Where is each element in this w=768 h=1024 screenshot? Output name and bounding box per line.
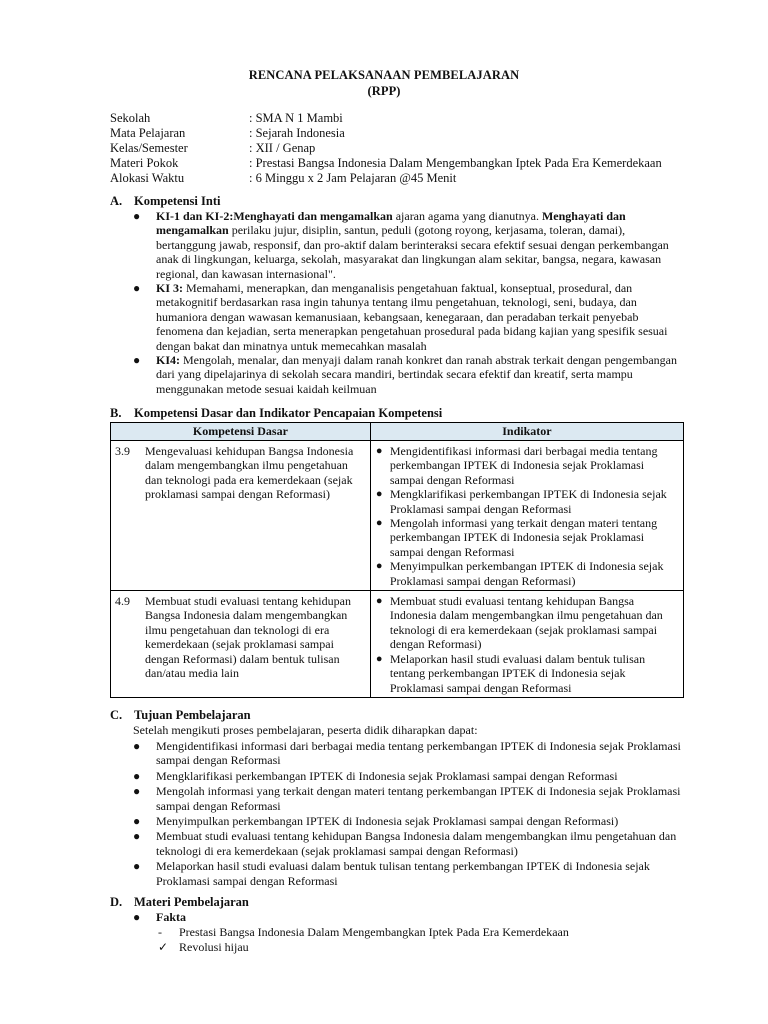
- list-item: [375, 652, 679, 695]
- section-title: Kompetensi Dasar dan Indikator Pencapaian Kompetensi: [134, 406, 443, 420]
- indicator-text: Melaporkan hasil studi evaluasi dalam bentuk tulisan tentang perkembangan IPTEK di Indonesia sejak Proklamasi sampai dengan Reformasi: [389, 651, 646, 695]
- section-title: Materi Pembelajaran: [134, 895, 249, 909]
- list-item: [133, 910, 569, 925]
- section-title: Tujuan Pembelajaran: [134, 708, 251, 722]
- identity-row: [110, 141, 662, 156]
- section-letter: A.: [110, 194, 123, 208]
- list-item: [375, 487, 679, 516]
- identity-block: [110, 111, 662, 186]
- column-header: Indikator: [370, 423, 683, 441]
- table-row: [111, 441, 684, 591]
- identity-label: Kelas/Semester: [110, 141, 188, 155]
- list-item: [133, 281, 678, 353]
- identity-row: [110, 111, 662, 126]
- list-item: [133, 925, 569, 940]
- bullet-icon: ●: [375, 560, 383, 573]
- section-a-heading: [110, 194, 220, 209]
- tujuan-text: Mengidentifikasi informasi dari berbagai media tentang perkembangan IPTEK di Indonesia sejak Proklamasi sampai dengan Reformasi: [156, 739, 681, 768]
- list-item: [133, 814, 703, 828]
- list-item: [133, 209, 678, 281]
- list-item: [133, 859, 703, 888]
- bullet-icon: ●: [133, 814, 141, 829]
- materi-text: Prestasi Bangsa Indonesia Dalam Mengembangkan Iptek Pada Era Kemerdekaan: [179, 925, 569, 939]
- bullet-icon: ●: [133, 353, 141, 368]
- identity-label: Sekolah: [110, 111, 151, 125]
- identity-label: Mata Pelajaran: [110, 126, 186, 140]
- bullet-icon: ●: [133, 910, 141, 924]
- table-cell: [111, 441, 371, 591]
- list-item: [133, 769, 703, 783]
- list-item: [133, 739, 703, 768]
- list-item: [375, 444, 679, 487]
- kd-text: Mengevaluasi kehidupan Bangsa Indonesia dalam mengembangkan ilmu pengetahuan dan teknologi pada era kemerdekaan (sejak proklamasi sampai dengan Reformasi): [145, 444, 354, 502]
- materi-list: [133, 910, 569, 955]
- ki-emphasis: Menghayati dan mengamalkan: [156, 209, 626, 238]
- bullet-icon: ●: [133, 829, 141, 844]
- document-title: RENCANA PELAKSANAAN PEMBELAJARAN: [248, 68, 520, 82]
- bullet-icon: ●: [133, 209, 141, 223]
- ki-label: KI 3:: [156, 281, 183, 296]
- tujuan-text: Mengolah informasi yang terkait dengan materi tentang perkembangan IPTEK di Indonesia sejak Proklamasi sampai dengan Reformasi: [156, 784, 681, 813]
- section-d-heading: [110, 895, 249, 910]
- identity-row: [110, 126, 662, 141]
- bullet-icon: ●: [133, 768, 141, 783]
- identity-value: : Sejarah Indonesia: [249, 126, 345, 140]
- bullet-icon: ●: [375, 488, 383, 501]
- indicator-text: Mengklarifikasi perkembangan IPTEK di Indonesia sejak Proklamasi sampai dengan Reformasi: [389, 487, 667, 516]
- ki-text: Mengolah, menalar, dan menyaji dalam ranah konkret dan ranah abstrak terkait dengan pengembangan dari yang dipelajarinya di sekolah secara mandiri, bertindak secara efektif dan kreatif, serta mampu menggunakan metode sesuai kaidah keilmuan: [156, 353, 677, 396]
- dash-icon: -: [158, 925, 162, 939]
- identity-value: : XII / Genap: [249, 141, 316, 155]
- bullet-icon: ●: [133, 784, 141, 799]
- list-item: [375, 516, 679, 559]
- list-item: [375, 559, 679, 588]
- list-item: [375, 594, 679, 652]
- identity-value: : 6 Minggu x 2 Jam Pelajaran @45 Menit: [249, 171, 457, 185]
- bullet-icon: ●: [375, 517, 383, 530]
- document-subtitle: (RPP): [367, 84, 401, 98]
- tujuan-intro: Setelah mengikuti proses pembelajaran, peserta didik diharapkan dapat:: [133, 723, 478, 737]
- bullet-icon: ●: [375, 652, 383, 665]
- identity-row: [110, 156, 662, 171]
- checkmark-icon: ✓: [158, 940, 169, 954]
- bullet-icon: ●: [375, 595, 383, 608]
- section-b-heading: [110, 406, 442, 421]
- indicator-text: Membuat studi evaluasi tentang kehidupan Bangsa Indonesia dalam mengembangkan ilmu pengetahuan dan teknologi di era kemerdekaan (sejak proklamasi sampai dengan Reformasi): [389, 594, 663, 652]
- table-row: [111, 591, 684, 698]
- ki-label: KI-1 dan KI-2:Menghayati dan mengamalkan: [156, 209, 393, 223]
- identity-value: : SMA N 1 Mambi: [249, 111, 343, 125]
- list-item: [133, 940, 569, 955]
- tujuan-text: Membuat studi evaluasi tentang kehidupan Bangsa Indonesia dalam mengembangkan ilmu pengetahuan dan teknologi di era kemerdekaan (sejak proklamasi sampai dengan Reformasi): [156, 829, 677, 858]
- table-cell: [111, 591, 371, 698]
- indicator-text: Mengolah informasi yang terkait dengan materi tentang perkembangan IPTEK di Indonesia sejak Proklamasi sampai dengan Reformasi: [389, 516, 658, 559]
- tujuan-text: Menyimpulkan perkembangan IPTEK di Indonesia sejak Proklamasi sampai dengan Reformasi): [156, 814, 619, 829]
- list-item: [133, 353, 678, 396]
- identity-label: Materi Pokok: [110, 156, 179, 170]
- kompetensi-table: [110, 422, 684, 698]
- list-item: [133, 829, 703, 858]
- ki-text: Memahami, menerapkan, dan menganalisis pengetahuan faktual, konseptual, prosedural, dan metakognitif berdasarkan rasa ingin tahunya tentang ilmu pengetahuan, teknologi, seni, budaya, dan humaniora dengan wawasan kemanusiaan, kebangsaan, kenegaraan, dan peradaban terkait penyebab fenomena dan kejadian, serta menerapkan pengetahuan prosedural pada bidang kajian yang spesifik sesuai dengan bakat dan minatnya untuk memecahkan masalah: [156, 281, 668, 353]
- tujuan-text: Melaporkan hasil studi evaluasi dalam bentuk tulisan tentang perkembangan IPTEK di Indonesia sejak Proklamasi sampai dengan Reformasi: [156, 859, 650, 888]
- kd-text: Membuat studi evaluasi tentang kehidupan Bangsa Indonesia dalam mengembangkan ilmu pengetahuan dan teknologi di era kemerdekaan (sejak proklamasi sampai dengan Reformasi) dalam bentuk tulisan dan/atau media lain: [145, 594, 351, 681]
- materi-text: Revolusi hijau: [179, 940, 249, 954]
- column-header: Kompetensi Dasar: [111, 423, 371, 441]
- table-cell: [370, 591, 683, 698]
- indicator-text: Menyimpulkan perkembangan IPTEK di Indonesia sejak Proklamasi sampai dengan Reformasi): [389, 559, 664, 588]
- fakta-label: Fakta: [156, 910, 186, 924]
- bullet-icon: ●: [133, 859, 141, 874]
- identity-value: : Prestasi Bangsa Indonesia Dalam Mengembangkan Iptek Pada Era Kemerdekaan: [249, 156, 662, 170]
- section-letter: B.: [110, 406, 122, 420]
- list-item: [133, 784, 703, 813]
- tujuan-list: [133, 739, 703, 889]
- kompetensi-inti-list: [133, 209, 678, 396]
- ki-label: KI4:: [156, 353, 180, 368]
- tujuan-text: Mengklarifikasi perkembangan IPTEK di Indonesia sejak Proklamasi sampai dengan Reformasi: [156, 768, 618, 783]
- indicator-text: Mengidentifikasi informasi dari berbagai media tentang perkembangan IPTEK di Indonesia sejak Proklamasi sampai dengan Reformasi: [389, 444, 658, 487]
- bullet-icon: ●: [133, 281, 141, 296]
- bullet-icon: ●: [133, 739, 141, 753]
- table-cell: [370, 441, 683, 591]
- kd-number: 4.9: [115, 594, 130, 609]
- ki-text: ajaran agama yang dianutnya.: [392, 209, 542, 223]
- section-letter: D.: [110, 895, 123, 909]
- identity-label: Alokasi Waktu: [110, 171, 185, 185]
- section-title: Kompetensi Inti: [134, 194, 221, 208]
- ki-text: perilaku jujur, disiplin, santun, peduli (gotong royong, kerjasama, toleran, damai), bertanggung jawab, responsif, dan pro-aktif dalam berinteraksi secara efektif sesuai dengan perkembangan anak di lingkungan, keluarga, sekolah, masyarakat dan lingkungan alam sekitar, bangsa, negara, kawasan regional, dan kawasan internasional".: [156, 223, 669, 281]
- bullet-icon: ●: [375, 445, 383, 457]
- identity-row: [110, 171, 662, 186]
- table-header-row: [111, 423, 684, 441]
- kd-number: 3.9: [115, 444, 130, 458]
- section-c-heading: [110, 708, 251, 723]
- section-letter: C.: [110, 708, 123, 722]
